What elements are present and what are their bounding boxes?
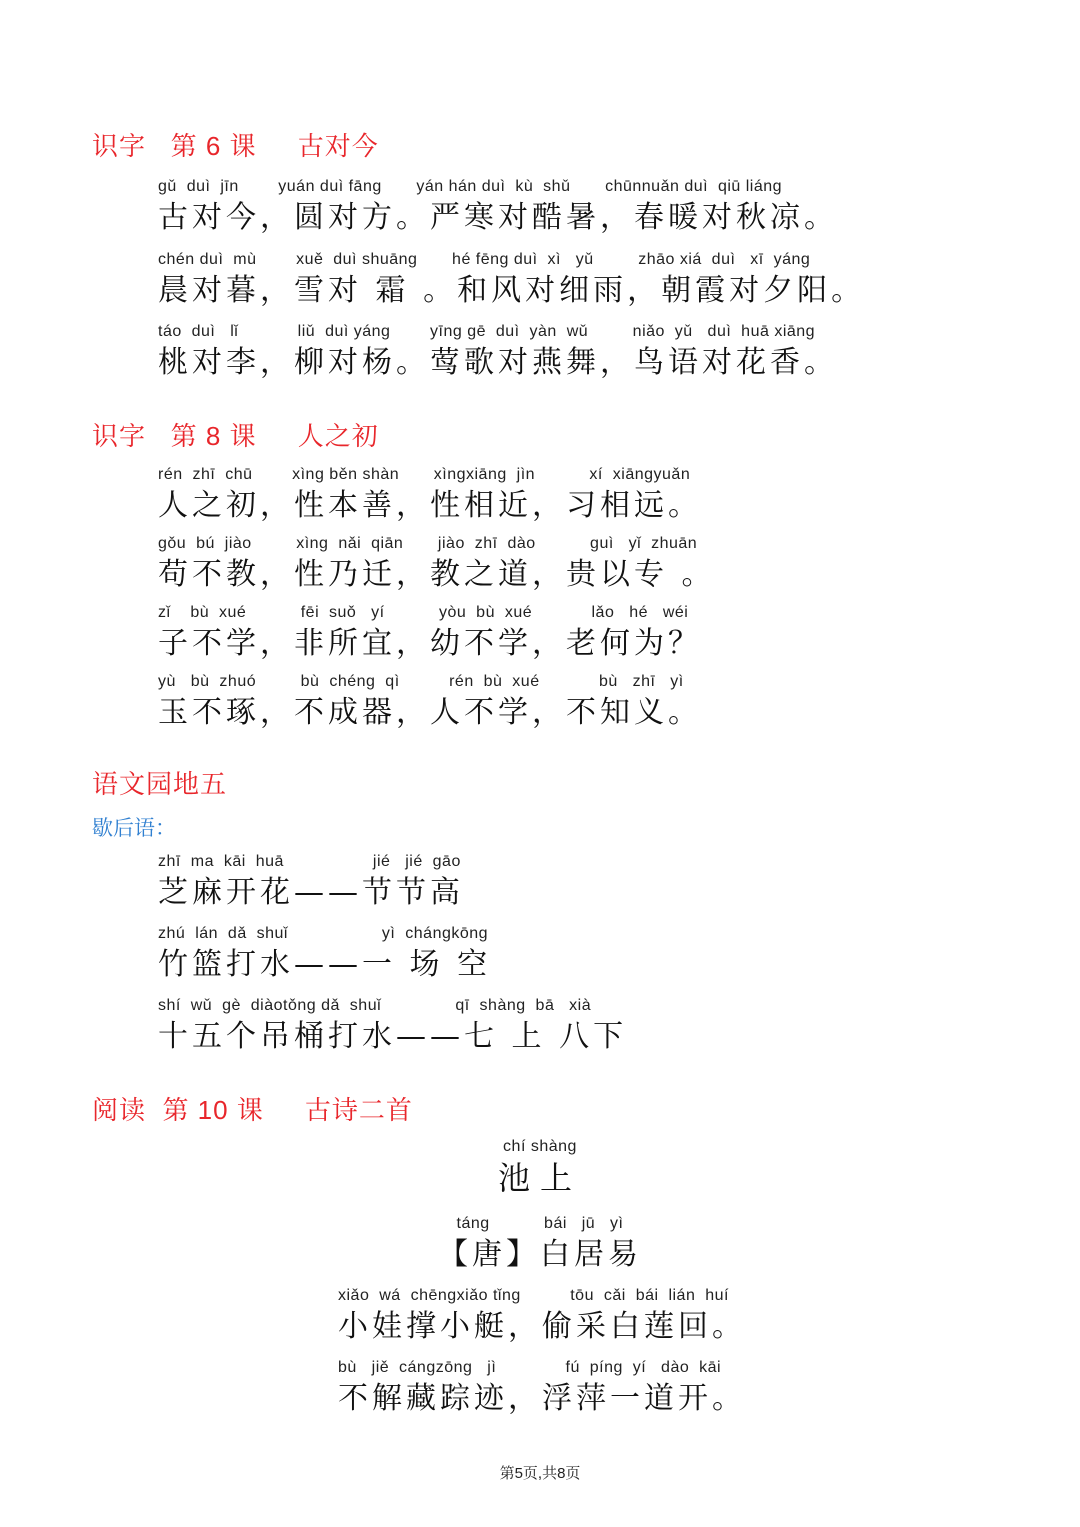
verse-line [158, 464, 702, 526]
hanzi-row: 玉不琢，不成器，人不学，不知义。 [158, 695, 702, 730]
saying-line [158, 923, 491, 985]
hanzi-row: 人之初，性本善，性相近，习相远。 [158, 488, 702, 523]
pinyin-row: zhú lán dǎ shuǐ yì chángkōng [158, 925, 489, 942]
hanzi-row: 古对今，圆对方。严寒对酷暑，春暖对秋凉。 [158, 200, 838, 235]
poem-line [338, 1285, 746, 1347]
pinyin-row: gǔ duì jīn yuán duì fāng yán hán duì kù shǔ chūnnuǎn duì qiū liáng [158, 178, 783, 195]
hanzi-row: 晨对暮，雪对 霜 。和风对细雨，朝霞对夕阳。 [158, 273, 866, 308]
verse-line [158, 321, 838, 383]
pinyin-row: zhī ma kāi huā jié jié gāo [158, 853, 461, 870]
poem-title [0, 1136, 1080, 1198]
section-title-garden: 语文园地五 [92, 769, 228, 799]
section-title-lesson-10: 阅读 第 10 课 古诗二首 [92, 1095, 413, 1125]
hanzi-row: 池上 [497, 1159, 582, 1197]
hanzi-row: 不解藏踪迹，浮萍一道开。 [338, 1381, 746, 1416]
page-number: 第5页,共8页 [499, 1465, 581, 1482]
hanzi-row: 小娃撑小艇，偷采白莲回。 [338, 1309, 746, 1344]
hanzi-row: 芝麻开花——节节高 [158, 875, 464, 910]
pinyin-row: chén duì mù xuě duì shuāng hé fēng duì xì yǔ zhāo xiá duì xī yáng [158, 251, 811, 268]
hanzi-row: 桃对李，柳对杨。莺歌对燕舞，鸟语对花香。 [158, 345, 838, 380]
pinyin-row: xiǎo wá chēngxiǎo tǐng tōu cǎi bái lián huí [338, 1287, 729, 1304]
poem-author [0, 1213, 1080, 1275]
pinyin-row: yù bù zhuó bù chéng qì rén bù xué bù zhī yì [158, 673, 684, 690]
pinyin-row: bù jiě cángzōng jì fú píng yí dào kāi [338, 1359, 722, 1376]
hanzi-row: 苟不教，性乃迁，教之道，贵以专 。 [158, 557, 716, 592]
poem-line [338, 1357, 746, 1419]
pinyin-row: táo duì lǐ liǔ duì yáng yīng gē duì yàn wǔ niǎo yǔ duì huā xiāng [158, 323, 816, 340]
pinyin-row: gǒu bú jiào xìng nǎi qiān jiào zhī dào guì yǐ zhuān [158, 535, 698, 552]
pinyin-row: shí wǔ gè diàotǒng dǎ shuǐ qī shàng bā xià [158, 997, 592, 1014]
hanzi-row: 【唐】白居易 [438, 1237, 642, 1272]
pinyin-row: rén zhī chū xìng běn shàn xìngxiāng jìn xí xiāngyuǎn [158, 466, 691, 483]
hanzi-row: 竹篮打水——一 场 空 [158, 947, 492, 982]
section-title-lesson-8: 识字 第 8 课 人之初 [92, 421, 379, 451]
hanzi-row: 十五个吊桶打水——七 上 八下 [158, 1019, 628, 1054]
hanzi-row: 子不学，非所宜，幼不学，老何为？ [158, 626, 702, 661]
pinyin-row: chí shàng [503, 1138, 577, 1155]
verse-line [158, 671, 702, 733]
saying-line [158, 995, 627, 1057]
saying-line [158, 851, 464, 913]
pinyin-row: táng bái jū yì [456, 1215, 624, 1232]
section-subtitle-xiehouyu: 歇后语： [92, 817, 176, 840]
section-title-lesson-6: 识字 第 6 课 古对今 [92, 131, 379, 161]
verse-line [158, 176, 838, 238]
verse-line [158, 533, 716, 595]
verse-line [158, 249, 865, 311]
verse-line [158, 602, 702, 664]
pinyin-row: zǐ bù xué fēi suǒ yí yòu bù xué lǎo hé wéi [158, 604, 689, 621]
